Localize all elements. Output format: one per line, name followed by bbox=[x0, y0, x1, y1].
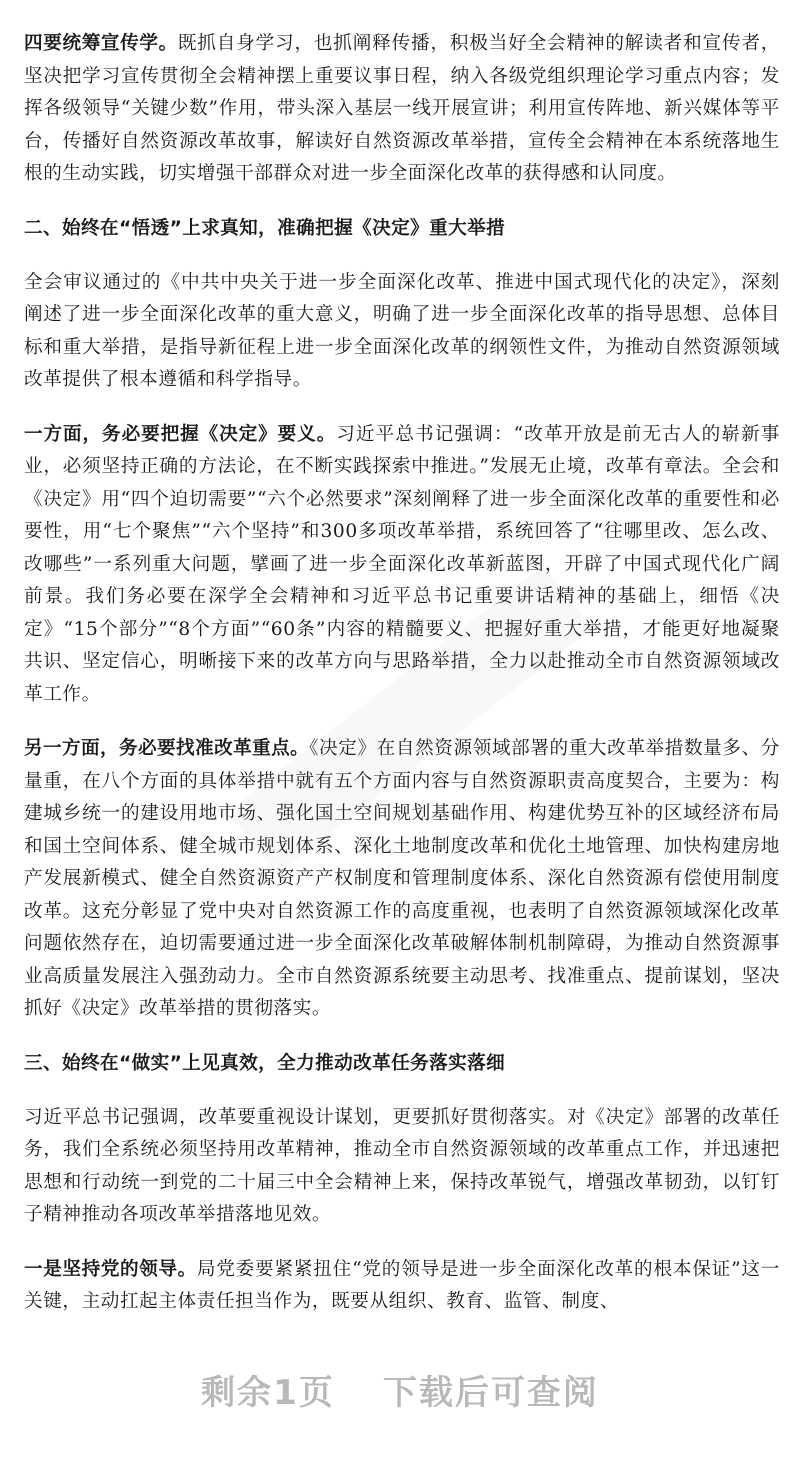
remaining-pages-label: 剩余1页 bbox=[201, 1373, 335, 1413]
paragraph-propaganda bbox=[24, 28, 780, 191]
paragraph-lead: 一方面，务必要把握《决定》要义。 bbox=[24, 423, 337, 445]
paragraph-lead: 四要统筹宣传学。 bbox=[24, 33, 178, 54]
paragraph-lead: 另一方面，务必要找准改革重点。 bbox=[24, 738, 310, 759]
paragraph-text: 既抓自身学习，也抓阐释传播，积极当好全会精神的解读者和宣传者，坚决把学习宣传贯彻全会精神摆上重要议事日程，纳入各级党组织理论学习重点内容；发挥各级领导“关键少数”作用，带头深入基层一线开展宣讲；利用宣传阵地、新兴媒体等平台，传播好自然资源改革故事，解读好自然资源改革举措，宣传全会精神在本系统落地生根的生动实践，切实增强干部群众对进一步全面深化改革的获得感和认同度。 bbox=[24, 33, 780, 184]
paragraph-text: 习近平总书记强调：“改革开放是前无古人的崭新事业，必须坚持正确的方法论，在不断实践探索中推进。”发展无止境，改革有章法。全会和《决定》用“四个迫切需要”“六个必然要求”深刻阐释了进一步全面深化改革的重要性和必要性，用“七个聚焦”“六个坚持”和300多项改革举措，系统回答了“往哪里改、怎么改、改哪些”一系列重大问题，擘画了进一步全面深化改革新蓝图，开辟了中国式现代化广阔前景。我们务必要在深学全会精神和习近平总书记重要讲话精神的基础上，细悟《决定》“15个部分”“8个方面”“60条”内容的精髓要义、把握好重大举措，才能更好地凝聚共识、坚定信心，明晰接下来的改革方向与思路举措，全力以赴推动全市自然资源领域改革工作。 bbox=[24, 423, 780, 705]
download-banner[interactable] bbox=[0, 1365, 800, 1414]
section-heading-3: 三、始终在“做实”上见真效，全力推动改革任务落实落细 bbox=[24, 1052, 506, 1074]
paragraph-implementation: 习近平总书记强调，改革要重视设计谋划，更要抓好贯彻落实。对《决定》部署的改革任务，我们全系统必须坚持用改革精神，推动全市自然资源领域的改革重点工作，并迅速把思想和行动统一到党的二十届三中全会精神上来，保持改革锐气，增强改革韧劲，以钉钉子精神推动各项改革举措落地见效。 bbox=[24, 1106, 780, 1225]
paragraph-text: 局党委要紧紧扭住“党的领导是进一步全面深化改革的根本保证”这一关键，主动扛起主体责任担当作为，既要从组织、教育、监管、制度、 bbox=[24, 1258, 780, 1312]
paragraph-decision-intro: 全会审议通过的《中共中央关于进一步全面深化改革、推进中国式现代化的决定》，深刻阐述了进一步全面深化改革的重大意义，明确了进一步全面深化改革的指导思想、总体目标和重大举措，是指导新征程上进一步全面深化改革的纲领性文件，为推动自然资源领域改革提供了根本遵循和科学指导。 bbox=[24, 271, 780, 390]
download-to-view-label: 下载后可查阅 bbox=[382, 1373, 599, 1413]
paragraph-party-leadership bbox=[24, 1254, 780, 1319]
paragraph-lead: 一是坚持党的领导。 bbox=[24, 1258, 197, 1280]
paragraph-text: 《决定》在自然资源领域部署的重大改革举措数量多、分量重，在八个方面的具体举措中就有五个方面内容与自然资源职责高度契合，主要为：构建城乡统一的建设用地市场、强化国土空间规划基础作用、构建优势互补的区域经济布局和国土空间体系、健全城市规划体系、深化土地制度改革和优化土地管理、加快构建房地产发展新模式、健全自然资源资产产权制度和管理制度体系、深化自然资源有偿使用制度改革。这充分彰显了党中央对自然资源工作的高度重视，也表明了自然资源领域深化改革问题依然存在，迫切需要通过进一步全面深化改革破解体制机制障碍，为推动自然资源事业高质量发展注入强劲动力。全市自然资源系统要主动思考、找准重点、提前谋划，坚决抓好《决定》改革举措的贯彻落实。 bbox=[24, 738, 780, 1019]
section-heading-2: 二、始终在“悟透”上求真知，准确把握《决定》重大举措 bbox=[24, 217, 506, 239]
paragraph-reform-focus bbox=[24, 733, 780, 1026]
paragraph-grasp-essence bbox=[24, 419, 780, 712]
document-body bbox=[24, 28, 780, 1341]
